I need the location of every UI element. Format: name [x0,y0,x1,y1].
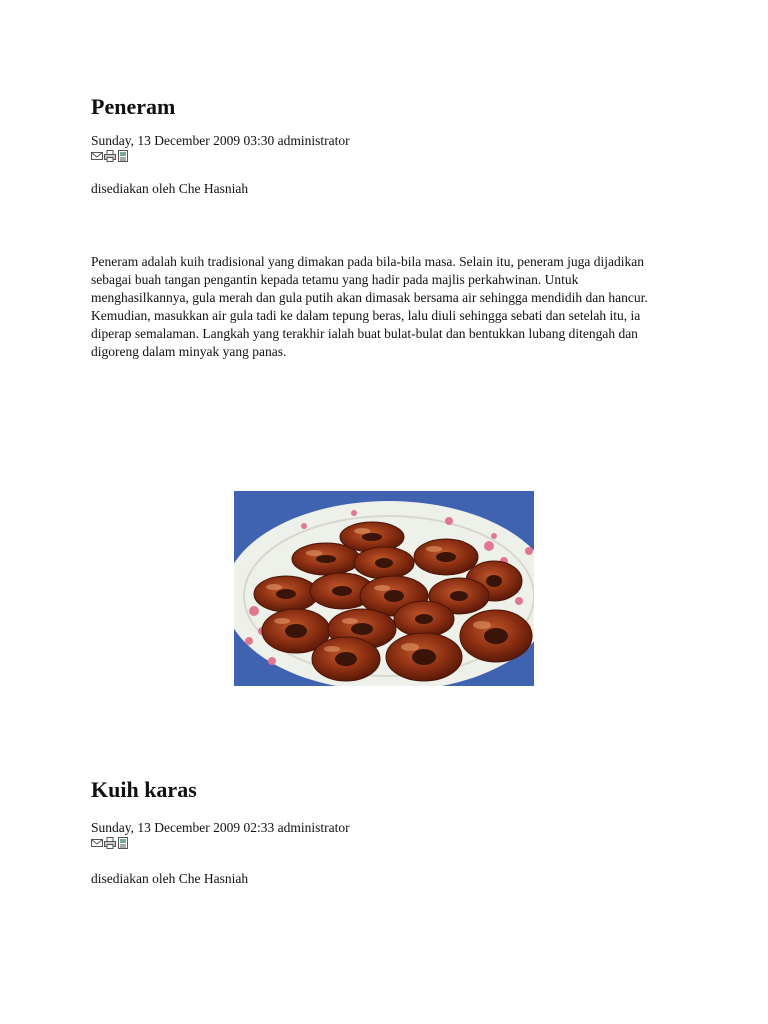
article-peneram [91,94,671,361]
article-actions [91,837,671,851]
print-icon[interactable] [104,150,116,162]
pdf-icon[interactable] [117,837,129,849]
article-body: Peneram adalah kuih tradisional yang dimakan pada bila-bila masa. Selain itu, peneram juga dijadikan sebagai buah tangan pengantin kepada tetamu yang hadir pada majlis perkahwinan. Untuk menghasilkannya, gula merah dan gula putih akan dimasak bersama air sehingga mendidih dan hancur. Kemudian, masukkan air gula tadi ke dalam tepung beras, lalu diuli sehingga sebati dan setelah itu, ia diperap semalaman. Langkah yang terakhir ialah buat bulat-bulat dan bentukkan lubang ditengah dan digoreng dalam minyak yang panas. [91,254,648,359]
article-byline: disediakan oleh Che Hasniah [91,871,249,886]
article-actions [91,150,671,164]
article-meta: Sunday, 13 December 2009 02:33 administrator [91,820,350,835]
pdf-icon[interactable] [117,150,129,162]
article-title[interactable]: Peneram [91,94,176,119]
email-icon[interactable] [91,837,103,849]
article-byline: disediakan oleh Che Hasniah [91,181,249,196]
article-kuih-karas [91,777,671,887]
peneram-photo [234,491,534,686]
article-title[interactable]: Kuih karas [91,777,197,802]
email-icon[interactable] [91,150,103,162]
print-icon[interactable] [104,837,116,849]
article-meta: Sunday, 13 December 2009 03:30 administrator [91,133,350,148]
